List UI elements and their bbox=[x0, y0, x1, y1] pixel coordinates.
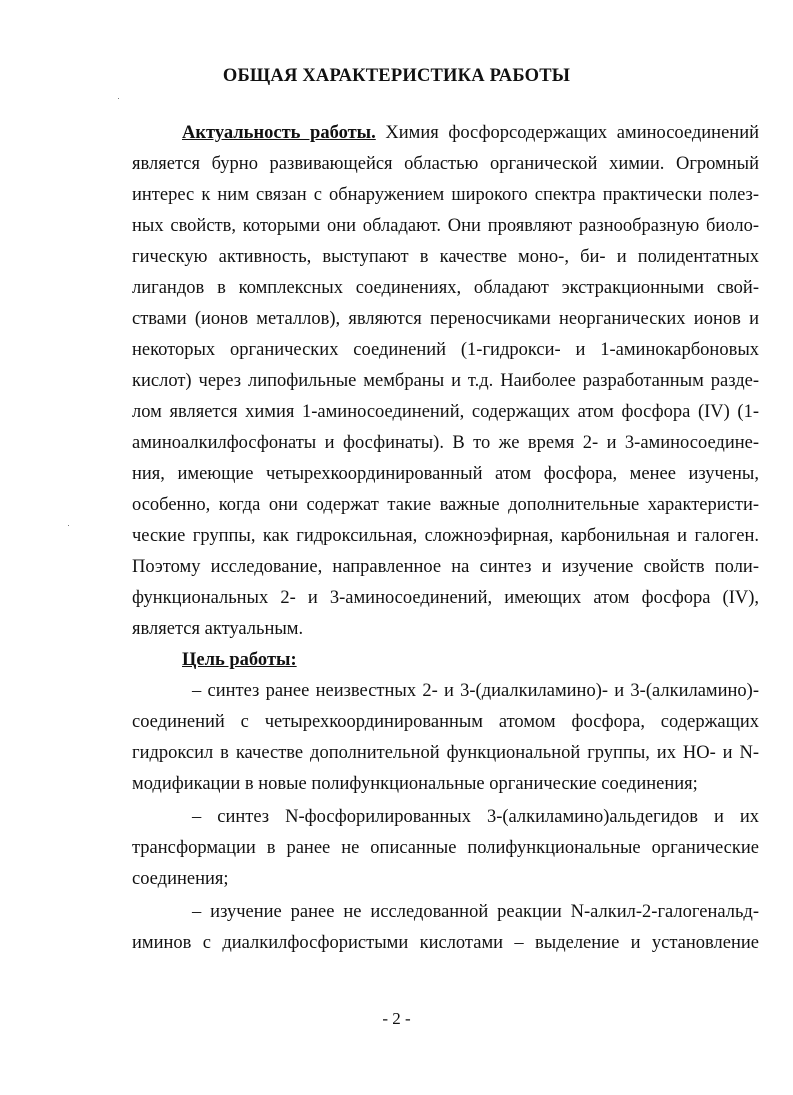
scan-speck bbox=[118, 98, 119, 99]
document-body bbox=[132, 118, 759, 959]
document-title: ОБЩАЯ ХАРАКТЕРИСТИКА РАБОТЫ bbox=[222, 66, 571, 86]
text-line: – изучение ранее не исследованной реакции N-алкил-2-галогенальд- bbox=[192, 902, 759, 922]
text-line: лигандов в комплексных соединениях, обладают экстракционными свой- bbox=[132, 278, 759, 298]
text-line: кислот) через липофильные мембраны и т.д. Наиболее разработанным разде- bbox=[132, 371, 759, 391]
text-line: соединения; bbox=[132, 869, 229, 889]
text-line: Актуальность работы. Химия фосфорсодержащих аминосоединений bbox=[182, 123, 759, 143]
text-line: функциональных 2- и 3-аминосоединений, имеющих атом фосфора (IV), bbox=[132, 588, 759, 608]
text-line: ных свойств, которыми они обладают. Они проявляют разнообразную биоло- bbox=[132, 216, 759, 236]
text-line: модификации в новые полифункциональные органические соединения; bbox=[132, 774, 698, 794]
relevance-paragraph bbox=[132, 118, 759, 645]
goal-heading-line bbox=[132, 645, 759, 676]
text-line: аминоалкилфосфонаты и фосфинаты). В то же время 2- и 3-аминосоедине- bbox=[132, 433, 759, 453]
text-line: ствами (ионов металлов), являются переносчиками неорганических ионов и bbox=[132, 309, 759, 329]
text-line: иминов с диалкилфосфористыми кислотами – выделение и установление bbox=[132, 933, 759, 953]
text-line: ческие группы, как гидроксильная, сложноэфирная, карбонильная и галоген. bbox=[132, 526, 759, 546]
page-number: - 2 - bbox=[382, 1009, 411, 1028]
text-line: некоторых органических соединений (1-гидрокси- и 1-аминокарбоновых bbox=[132, 340, 759, 360]
text-line: ния, имеющие четырехкоординированный атом фосфора, менее изучены, bbox=[132, 464, 759, 484]
text-line: – синтез ранее неизвестных 2- и 3-(диалкиламино)- и 3-(алкиламино)- bbox=[192, 681, 759, 701]
goal-heading: Цель работы: bbox=[182, 650, 297, 670]
text-line: особенно, когда они содержат такие важные дополнительные характеристи- bbox=[132, 495, 759, 515]
text-line: гидроксил в качестве дополнительной функциональной группы, их НО- и N- bbox=[132, 743, 759, 763]
text-line: является актуальным. bbox=[132, 619, 304, 639]
goal-item-3 bbox=[132, 897, 759, 959]
text-line: является бурно развивающейся областью органической химии. Огромный bbox=[132, 154, 759, 174]
relevance-heading: Актуальность работы. bbox=[182, 123, 376, 143]
goal-item-1 bbox=[132, 676, 759, 800]
scan-speck bbox=[68, 525, 69, 526]
text-line: интерес к ним связан с обнаружением широкого спектра практически полез- bbox=[132, 185, 759, 205]
text-line: лом является химия 1-аминосоединений, содержащих атом фосфора (IV) (1- bbox=[132, 402, 759, 422]
text-line: – синтез N-фосфорилированных 3-(алкиламино)альдегидов и их bbox=[192, 807, 759, 827]
text-line: Поэтому исследование, направленное на синтез и изучение свойств поли- bbox=[132, 557, 759, 577]
text-line: трансформации в ранее не описанные полифункциональные органические bbox=[132, 838, 759, 858]
text-line: соединений с четырехкоординированным атомом фосфора, содержащих bbox=[132, 712, 759, 732]
text-line: гическую активность, выступают в качестве моно-, би- и полидентатных bbox=[132, 247, 759, 267]
goal-item-2 bbox=[132, 802, 759, 895]
